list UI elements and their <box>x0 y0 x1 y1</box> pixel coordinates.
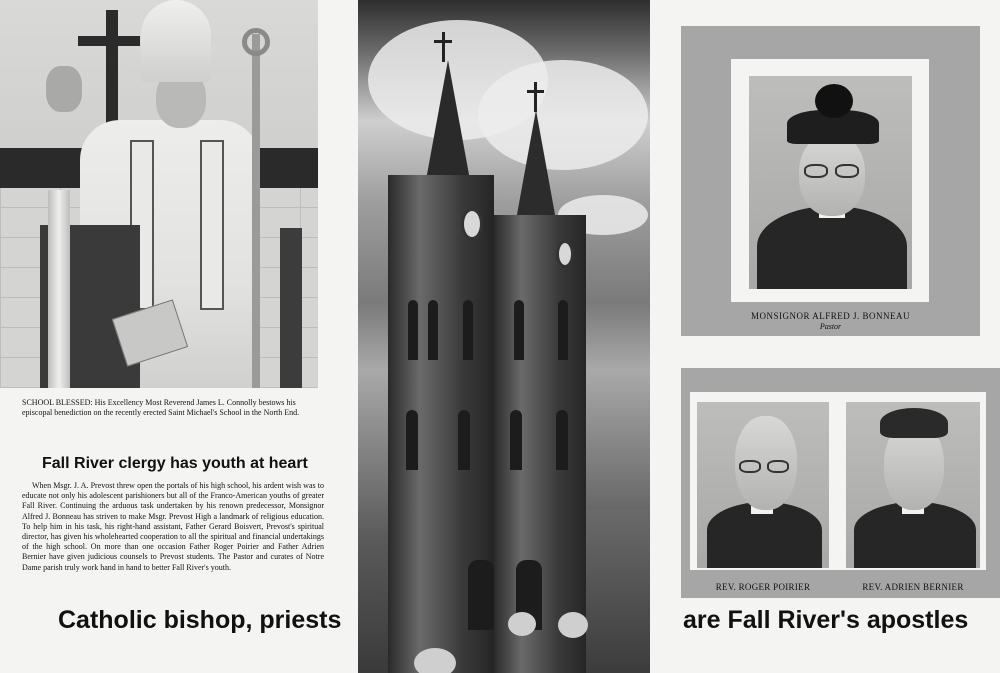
candle <box>48 190 70 388</box>
bernier-hair <box>880 408 948 438</box>
crozier-staff <box>252 34 260 388</box>
crucifix-beam <box>78 36 140 46</box>
shrub <box>508 612 536 636</box>
article-headline: Fall River clergy has youth at heart <box>42 455 308 472</box>
tower-window <box>406 410 418 470</box>
bishop-photo-caption: SCHOOL BLESSED: His Excellency Most Reverend James L. Connolly bestows his episcopal benediction on the recently erected Saint Michael's School in the North End. <box>22 398 300 417</box>
church-photo <box>358 0 650 673</box>
tower-window <box>510 410 522 470</box>
tower-window <box>463 300 473 360</box>
left-spire-cross-bar <box>434 40 452 43</box>
pastor-biretta-pompom <box>815 84 853 118</box>
bishop-blessing-photo <box>0 0 318 388</box>
poirier-glasses-right <box>767 460 789 473</box>
tower-window <box>408 300 418 360</box>
tower-window <box>428 300 438 360</box>
bishop-raised-hand <box>46 66 82 112</box>
railing-post <box>280 228 302 388</box>
curates-portrait-panel <box>681 368 1000 598</box>
spread-title-right: are Fall River's apostles <box>683 606 969 634</box>
right-spire <box>516 110 556 220</box>
shrub <box>558 612 588 638</box>
pastor-portrait-mat <box>731 59 929 302</box>
right-spire-cross-bar <box>527 90 544 93</box>
cloud <box>478 60 648 170</box>
poirier-glasses-left <box>739 460 761 473</box>
pastor-cassock <box>757 206 907 289</box>
church-door <box>468 560 494 630</box>
bernier-name-caption: REV. ADRIEN BERNIER <box>862 582 964 592</box>
crozier-crook <box>242 28 270 56</box>
article-body: When Msgr. J. A. Prevost threw open the portals of his high school, his ardent wish was to educate not only his adolescent parishioners but all of the Franco-American youths of greater Fall River. Continuing the arduous task undertaken by his renown predecessor, Monsignor Alfred J. Bonneau has striven to make Msgr. Prevost High a landmark of religious education. To help him in his task, his right-hand assistant, Father Gerard Boisvert, Prevost's spiritual director, has given his wholehearted cooperation to all the spiritual and financial undertakings of the high school. On more than one occasion Father Roger Poirier and Father Adrien Bernier have given judicious counsels to Prevost students. The Pastor and curates of Notre Dame parish truly work hand in hand to better Fall River's youth. <box>22 481 324 572</box>
spread-title-left: Catholic bishop, priests <box>58 606 342 634</box>
pastor-glasses-left <box>804 164 828 178</box>
shrub <box>414 648 456 673</box>
curates-portrait-mat <box>690 392 986 570</box>
bishop-mitre <box>141 0 211 82</box>
bernier-portrait <box>846 402 980 568</box>
tower-window <box>558 300 568 360</box>
right-clock <box>556 240 574 268</box>
pastor-portrait-panel <box>681 26 980 336</box>
pastor-name-caption: MONSIGNOR ALFRED J. BONNEAU <box>750 311 910 321</box>
left-spire-cross <box>442 32 445 62</box>
bishop-stole-right <box>200 140 224 310</box>
poirier-portrait <box>697 402 829 568</box>
pastor-portrait <box>749 76 912 289</box>
pastor-glasses-right <box>835 164 859 178</box>
tower-window <box>458 410 470 470</box>
poirier-name-caption: REV. ROGER POIRIER <box>715 582 811 592</box>
neighboring-building <box>586 510 650 673</box>
tower-window <box>556 410 568 470</box>
right-spire-cross <box>534 82 537 112</box>
tower-window <box>514 300 524 360</box>
pastor-title-caption: Pastor <box>819 322 842 331</box>
left-clock <box>461 208 483 240</box>
left-spire <box>426 60 470 180</box>
